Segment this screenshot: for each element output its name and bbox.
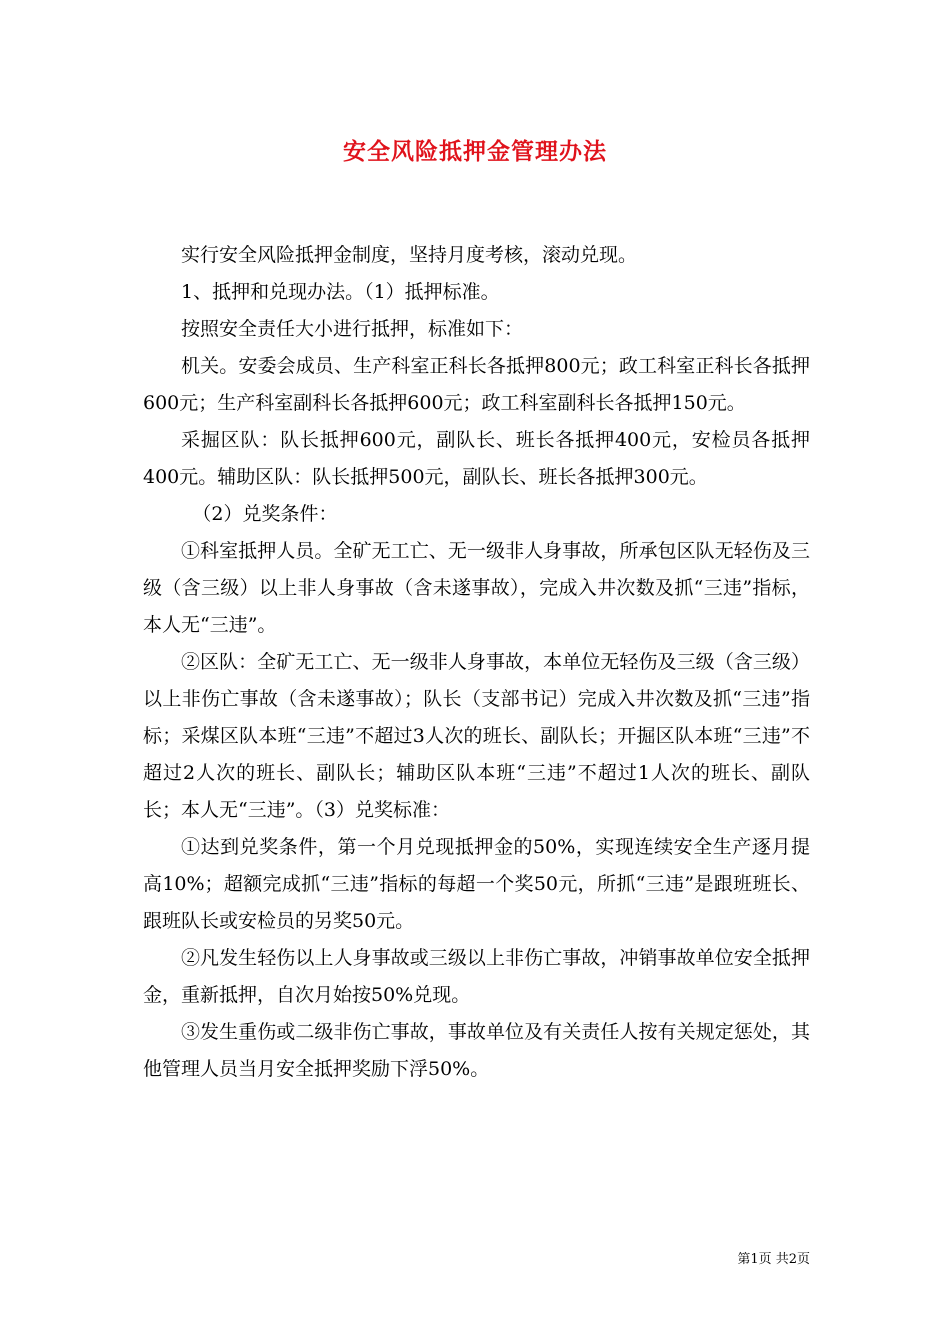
paragraph-teams: 采掘区队：队长抵押600元，副队长、班长各抵押400元，安检员各抵押400元。辅助区队：队长抵押500元，副队长、班长各抵押300元。 [143, 429, 810, 488]
paragraph-standard-1: ①达到兑奖条件，第一个月兑现抵押金的50%，实现连续安全生产逐月提高10%；超额完成抓“三违”指标的每超一个奖50元，所抓“三违”是跟班班长、跟班队长或安检员的另奖50元。 [143, 836, 810, 932]
document-title: 安全风险抵押金管理办法 [343, 138, 607, 165]
paragraph-organ: 机关。安委会成员、生产科室正科长各抵押800元；政工科室正科长各抵押600元；生产科室副科长各抵押600元；政工科室副科长各抵押150元。 [143, 355, 810, 414]
paragraph-standard-3: ③发生重伤或二级非伤亡事故，事故单位及有关责任人按有关规定惩处，其他管理人员当月安全抵押奖励下浮50%。 [143, 1021, 810, 1080]
paragraph-award-conditions: （2）兑奖条件： [192, 503, 338, 525]
paragraph-standard-intro: 按照安全责任大小进行抵押，标准如下： [181, 318, 524, 340]
paragraph-section-1: 1、抵押和兑现办法。（1）抵押标准。 [181, 281, 500, 303]
paragraph-standard-2: ②凡发生轻伤以上人身事故或三级以上非伤亡事故，冲销事故单位安全抵押金，重新抵押，自次月始按50%兑现。 [143, 947, 810, 1006]
paragraph-condition-2: ②区队：全矿无工亡、无一级非人身事故，本单位无轻伤及三级（含三级）以上非伤亡事故（含未遂事故）；队长（支部书记）完成入井次数及抓“三违”指标；采煤区队本班“三违”不超过3人次的班长、副队长；开掘区队本班“三违”不超过2人次的班长、副队长；辅助区队本班“三违”不超过1人次的班长、副队长；本人无“三违”。（3）兑奖标准： [143, 651, 810, 821]
paragraph-condition-1: ①科室抵押人员。全矿无工亡、无一级非人身事故，所承包区队无轻伤及三级（含三级）以上非人身事故（含未遂事故），完成入井次数及抓“三违”指标，本人无“三违”。 [143, 540, 810, 636]
document-body [143, 237, 810, 1088]
paragraph-intro: 实行安全风险抵押金制度，坚持月度考核，滚动兑现。 [181, 244, 638, 266]
page-indicator: 第1页 共2页 [737, 1252, 810, 1267]
